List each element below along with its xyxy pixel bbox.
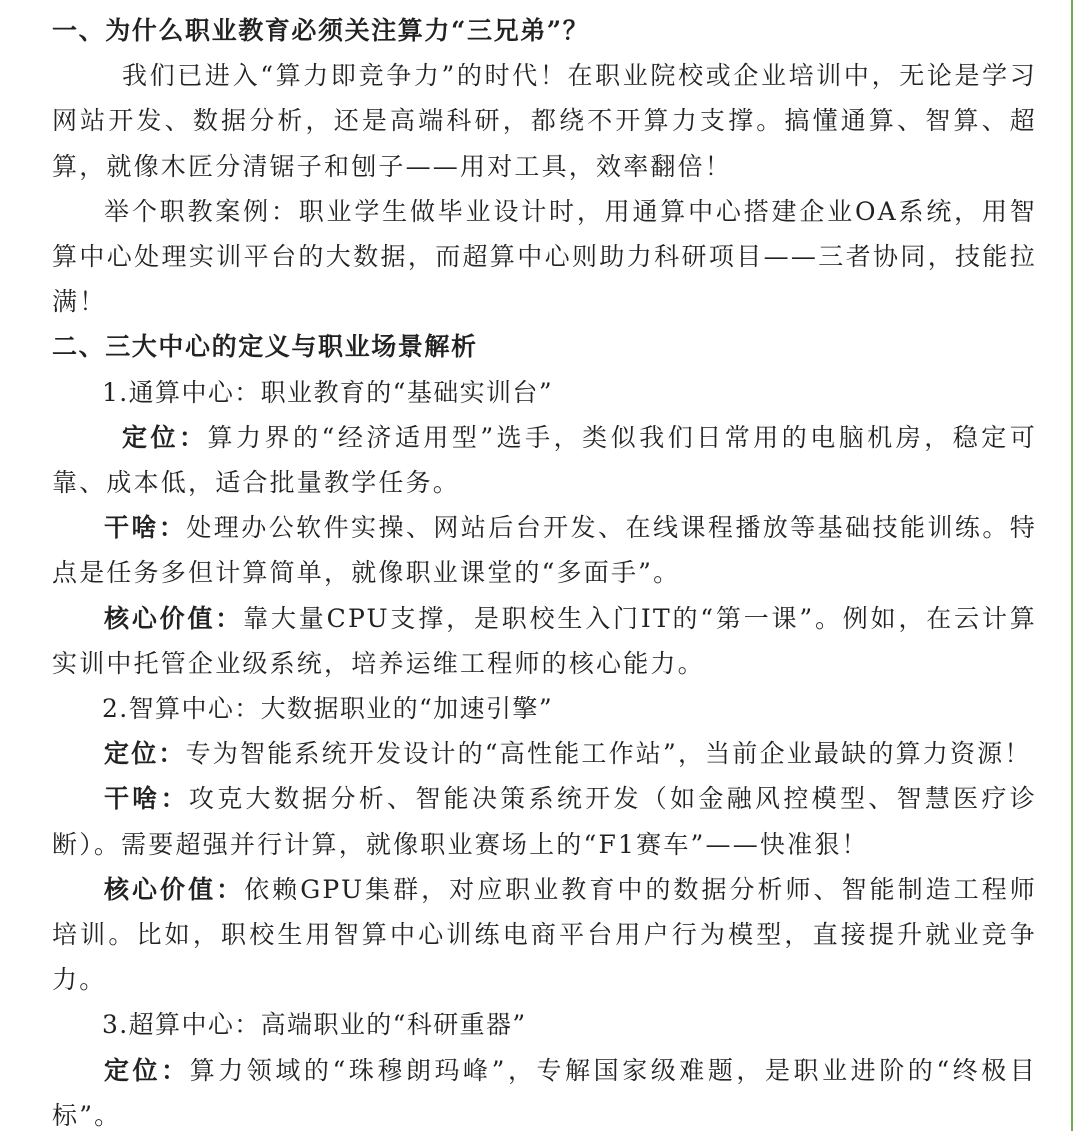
center-2-positioning [52, 731, 1037, 776]
positioning-text: 算力领域的“珠穆朗玛峰”，专解国家级难题，是职业进阶的“终极目标”。 [52, 1055, 1037, 1130]
usage-text: 攻克大数据分析、智能决策系统开发（如金融风控模型、智慧医疗诊断）。需要超强并行计算，就像职业赛场上的“F1赛车”——快准狠！ [52, 784, 1037, 859]
section-1-paragraph-1: 我们已进入“算力即竞争力”的时代！在职业院校或企业培训中，无论是学习网站开发、数据分析，还是高端科研，都绕不开算力支撑。搞懂通算、智算、超算，就像木匠分清锯子和刨子——用对工具，效率翻倍！ [52, 61, 1037, 181]
center-1-usage [52, 505, 1037, 595]
core-value-text: 依赖GPU集群，对应职业教育中的数据分析师、智能制造工程师培训。比如，职校生用智算中心训练电商平台用户行为模型，直接提升就业竞争力。 [52, 874, 1037, 995]
positioning-label: 定位： [122, 422, 208, 452]
usage-label: 干啥： [104, 513, 187, 543]
section-2-heading: 二、三大中心的定义与职业场景解析 [52, 332, 478, 362]
section-1-paragraph-2: 举个职教案例：职业学生做毕业设计时，用通算中心搭建企业OA系统，用智算中心处理实训平台的大数据，而超算中心则助力科研项目——三者协同，技能拉满！ [52, 196, 1037, 317]
center-3-title: 3.超算中心：高端职业的“科研重器” [102, 1010, 527, 1040]
positioning-text: 算力界的“经济适用型”选手，类似我们日常用的电脑机房，稳定可靠、成本低，适合批量教学任务。 [52, 422, 1037, 498]
article-body [52, 8, 1037, 1138]
section-1-heading: 一、为什么职业教育必须关注算力“三兄弟”？ [52, 16, 590, 45]
core-value-label: 核心价值： [104, 603, 244, 633]
center-3-positioning [52, 1048, 1037, 1138]
positioning-label: 定位： [104, 739, 186, 769]
core-value-label: 核心价值： [104, 874, 245, 904]
center-2-core-value [52, 867, 1037, 1003]
usage-text: 处理办公软件实操、网站后台开发、在线课程播放等基础技能训练。特点是任务多但计算简单，就像职业课堂的“多面手”。 [52, 513, 1038, 588]
usage-label: 干啥： [104, 784, 189, 814]
positioning-text: 专为智能系统开发设计的“高性能工作站”，当前企业最缺的算力资源！ [185, 739, 1032, 769]
core-value-text: 靠大量CPU支撑，是职校生入门IT的“第一课”。例如，在云计算实训中托管企业级系统，培养运维工程师的核心能力。 [52, 603, 1037, 678]
center-1-core-value [52, 596, 1037, 686]
center-2-usage [52, 776, 1037, 866]
center-2-title: 2.智算中心：大数据职业的“加速引擎” [102, 694, 554, 724]
center-1-title: 1.通算中心：职业教育的“基础实训台” [102, 377, 554, 407]
positioning-label: 定位： [104, 1055, 190, 1085]
center-1-positioning [52, 415, 1037, 505]
